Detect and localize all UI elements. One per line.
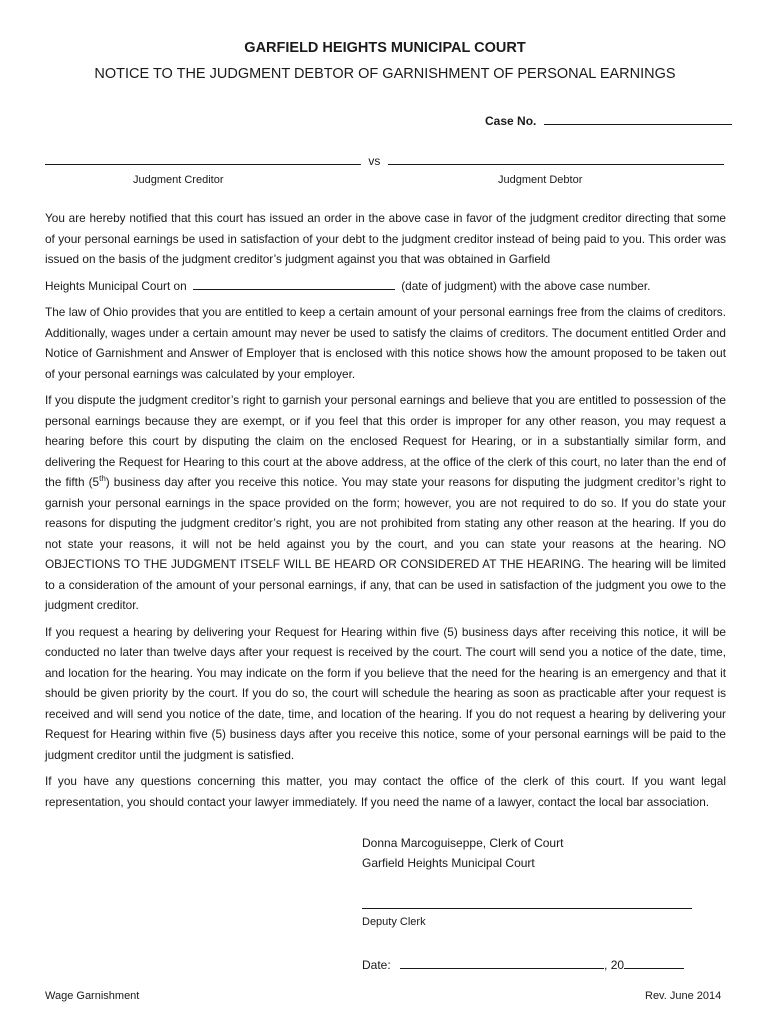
- paragraph-dispute: [45, 390, 726, 616]
- deputy-clerk-signature-field[interactable]: [362, 896, 692, 909]
- court-name: GARFIELD HEIGHTS MUNICIPAL COURT: [244, 40, 526, 56]
- clerk-court: Garfield Heights Municipal Court: [362, 856, 535, 870]
- vs-text: vs: [368, 154, 381, 168]
- deputy-signature-row: [362, 896, 692, 912]
- date-row: [362, 956, 684, 972]
- paragraph-hearing: If you request a hearing by delivering your Request for Hearing within five (5) business days after receiving this notice, it will be conducted no later than twelve days after your request is received by the court. The court will send you a notice of the date, time, and location for the hearing. You may indicate on the form if you believe that the need for the hearing is an emergency and that it should be given priority by the court. If you do so, the court will schedule the hearing as soon as practicable after your request is received and will send you notice of the date, time, and location of the hearing. If you do not request a hearing by delivering your Request for Hearing within five (5) business days after you receive this notice, some of your personal earnings will be paid to the judgment creditor until the judgment is satisfied.: [45, 624, 726, 762]
- paragraph-ohio-law: The law of Ohio provides that you are entitled to keep a certain amount of your personal earnings free from the claims of creditors. Additionally, wages under a certain amount may never be used to satisfy the claims of creditors. The document entitled Order and Notice of Garnishment and Answer of Employer that is enclosed with this notice shows how the amount proposed to be taken out of your personal earnings was calculated by your employer.: [45, 305, 726, 381]
- judgment-creditor-field[interactable]: [45, 152, 361, 165]
- date-field[interactable]: [400, 956, 604, 969]
- paragraph-judgment-date: [45, 276, 726, 297]
- judgment-court-text: Heights Municipal Court on: [45, 278, 187, 293]
- case-number-label: Case No.: [485, 114, 537, 128]
- paragraph-notice-text: You are hereby notified that this court has issued an order in the above case in favor of the judgment creditor directing that some of your personal earnings be used in satisfaction of your debt to the judgment creditor instead of being paid to you. This order was issued on the basis of the judgment creditor’s judgment against you that was obtained in Garfield: [45, 211, 726, 266]
- case-number-row: [485, 112, 732, 128]
- year-field[interactable]: [624, 956, 684, 969]
- judgment-creditor-label: Judgment Creditor: [133, 174, 224, 186]
- year-prefix: , 20: [604, 958, 625, 972]
- dispute-text-start: If you dispute the judgment creditor’s right to garnish your personal earnings and believe that you are entitled to possession of the personal earnings because they are exempt, or if you feel that this order is improper for any other reason, you may request a hearing before this court by disputing the claim on the enclosed Request for Hearing, or in a substantially similar form, and delivering the Request for Hearing to this court at the above address, at the office of the clerk of this court, no later than the end of the fifth (5: [45, 393, 726, 489]
- parties-row: [45, 152, 724, 168]
- judgment-date-text: (date of judgment) with the above case number.: [401, 278, 651, 293]
- case-number-field[interactable]: [544, 112, 732, 125]
- notice-body: [45, 208, 726, 818]
- date-label: Date:: [362, 958, 391, 972]
- paragraph-questions: If you have any questions concerning this matter, you may contact the office of the clerk of this court. If you want legal representation, you should contact your lawyer immediately. If you need the name of a lawyer, contact the local bar association.: [45, 774, 726, 809]
- deputy-clerk-label: Deputy Clerk: [362, 916, 426, 928]
- judgment-debtor-label: Judgment Debtor: [498, 174, 583, 186]
- paragraph-notice: [45, 208, 726, 270]
- footer-form-name: Wage Garnishment: [45, 990, 140, 1002]
- dispute-text-end: ) business day after you receive this notice. You may state your reasons for disputing the judgment creditor’s right to garnish your personal earnings in the space provided on the form; however, you are not required to do so. If you do state your reasons for disputing the judgment creditor’s right, you are not prohibited from stating any other reason at the hearing. If you do not state your reasons, it will not be held against you by the court, and you can state your reasons at the hearing. NO OBJECTIONS TO THE JUDGMENT ITSELF WILL BE HEARD OR CONSIDERED AT THE HEARING. The hearing will be limited to a consideration of the amount of your personal earnings, if any, that can be used in satisfaction of the judgment you owe to the judgment creditor.: [45, 475, 726, 612]
- superscript-th: th: [99, 474, 106, 484]
- judgment-date-field[interactable]: [193, 277, 395, 290]
- clerk-name: Donna Marcoguiseppe, Clerk of Court: [362, 836, 564, 850]
- footer-revision: Rev. June 2014: [645, 990, 722, 1002]
- judgment-debtor-field[interactable]: [388, 152, 724, 165]
- notice-title: NOTICE TO THE JUDGMENT DEBTOR OF GARNISHMENT OF PERSONAL EARNINGS: [94, 66, 676, 82]
